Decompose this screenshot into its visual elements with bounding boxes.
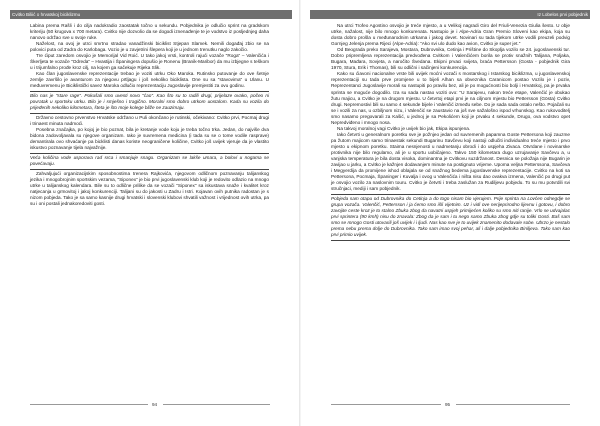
right-footer-rule bbox=[331, 404, 441, 405]
right-paragraph: Od Beograda preko Sarajeva, Mostara, Dubrovnika, Cetinja i Prištine do Skoplja vozilo se 24. jugoslavenski tur. Dobro pripremljena reprezentacija predvođena Cvitkom i Valenčićem borila se protiv snažnih Talijana, Poljaka, Bugara, Mađara, Sovjeta, a naročito Švedana. Ekipni prvaci svijeta, braća Pettersson (Gosta - pobjednik Gira 1970, Stura, Erik i Thomas), bili su odlični i sačinjeni konkurencija. bbox=[331, 47, 570, 71]
left-footer-rule bbox=[163, 404, 270, 405]
right-paragraph: Iako četvrti u generalnom poretku sve je požnjeo jedan od suvremenih papamna Goste Pettersona koji zauzme pa žutom majicom samo trinaestak sekundi Bugarinu Savčevu koji nastoji odlučiti individualno treće mjesto i prvo mjesto u ekipnom poretku. Staima nesnjenosti u nadmetanju obrodi i do uspjeha Zivaca. Otvrdane i novinarske protivnika nije bilo regulamo, ali je u sportu uobičajeno. Takvo 150 kilometara dugo uzrujavanje Savčevu a, u vanjska temperatura je bila dosta visoka, dominantna je Cvitkovu suzdržanost. Desnica se položaja nije Bugarin je zavijao u jarku, a Cvitko je kažnjen dodavanjem minute na postignuto vrijeme. Upoma veljna Petterssona, Savčeva i Megyerdija da promijene ishod oblajala se od snažnog bedema jugoslavenske reprezentacije. Cvitko na koti sa Pettersona, Pocmaja, Španinger i Kuvalja i ovog u Valenčića i ništa nisu dao ovakva izmena, Valenčić po drugi put je osvojio vozilo za naslovnim touru. Cvitko je četvrti i treba zaslužan za Rudiljevu pobjedu. To su mu potvrdili svi stručnjaci, mediji i sam pobjednik. bbox=[331, 131, 570, 192]
left-running-head: Cvitko Biliić o hrvatskoj biciklizmu bbox=[10, 10, 292, 19]
left-page-number: 94 bbox=[152, 402, 158, 407]
right-paragraph: Kako su ćiavoni nacionalne vrste bili uvijek moćni vozači s mostarskog i Istarskog biciklizma, u jugoslavenskoj reprezentaciji su tada prve promjene u to bijeli Alhan sa obveznika Caranicom postao Vozilo je i poziv, Reprezentanci Jugoslavije morali su nastupiti po pravilu bez, ali je po mogućnosti bio bolji i Hrvatskoj, pa je prvaka sprinta se moguće dogodilo. Iza su sada nastao voziti ovo: "U Sarajevu, nakon treće etape, Valenčić je obukao žutu majicu, a Cvitko je na drugom mjestu. U četvrtoj etapi prvi je na ciljnom mjestu bio Pettersson (Gösta) Cvitko drugi. Nepremostivi bili su samo 4 sekunde bijele i Valenčić između sebe. Do je sada sada ostalo nešto. Pojačali su se i vozili za nas, u ozbiljnom nizu, i Valenčić se zaustavio na još sve sažalošno ispod vrhunskog. Kao rukovoditelj smo nasamo pregovarali za Kašić, u jednoj je sa Pekolićem koji je prvaku 4 sekunde, Drugo, ova vodstvo opet Nepredviđeno i mnogo nosa. bbox=[331, 71, 570, 125]
left-paragraph: Zahvaljujući organizacijskim sposobnostima trenera Rajkovića, njegovom odličnom poznavanju talijanskog jezika i mnogobrojnim sportskim vezama, "Siponex" je bio prvi jugoslavenski klub koji je redovito odlazio na mnogo utrke u talijanskog kalendara. Bile su to odlične prilike da se vozači "Siponex" sa iskustava snaže i kvalitet kroz natjecanja u grmovitoj i jakoj konkurenciji. Talijani su do jakosti u Zadru i Istri. Kojavan ovih putnika radostan je s nizom pobjeda. Tako je sa samo kasnije drugi hrvatski i slovenski klubovi shvatili važnost i vrijednost ovih utrka, pa su i oni postali jednakoredoviti gosti. bbox=[30, 170, 269, 207]
right-quote-text: Pobjeda sam otapu od Dubrovnika do Cetinja a do togo nisam bio vjerujem. Prije sprinta na Lovćen odnegdje se grupa vozača. Valenčić, Pettersson i ja ćemo smo išli vijetnim. Uz i vidi ove nerijeprirodno lijevnu i gotovu, i dobro zavojite ceste kroz je to stalno Zbuka zbog da navatni uspjeh primijećen koliko su smo niti ranije. Vrlo se udvajalac prvi sprintera (90 kmh) nisu do znavala: Zbog da je sam i tu nego samo Zbuka zbog gdje su toliki Gosti. Baš sam smo se mnogo Gosti utovarili još uvijek i i ljudi. Nas kao sve je to uvijek znamenito dodavale sobe. Ubrzo je nestalo prema nebu prema dolje do Dubrovnika. Tako sam imao svoj pehar, ali i dalje pobjednika Biniljeva. Tako sam kao prvi primio uvijek. bbox=[331, 196, 570, 238]
left-quote-text: Veća količina vode usporava rad srca i smanjuje snagu. Organizam se lakše umara, a bolovi u nogama se povećavaju. bbox=[30, 155, 269, 167]
left-paragraph: Tre ćiput zaredom osvojio je Memorijal Vid Roić. U tako jakoj vrsti, kontroli rajući vozače "Roga" – Valenčića i Škerljeta te vozače "Odreda" – Hvastija i Španingera dopušio je Ronenu (Branik-Maribor) da mu izbjegne s teškom u i trijumfalno prođe kroz cilj, na kojem ga sačekuje Rijeka Slik. bbox=[30, 53, 269, 71]
right-page-number: 95 bbox=[445, 402, 451, 407]
left-paragraph: Državno cestovno prvenstvo Hrvatske održano u Puli okončano je rutinski, očekivano: Cvitko prvi, Pocmaj drugi i trinaest minuta nadmoći. bbox=[30, 115, 269, 127]
left-pull-quote-1 bbox=[30, 91, 269, 114]
left-paragraph: Posebna značajka, po kojoj je bio poznat, bila je kretanje vode koju je treba točno trka. Jedan, do najviše dva bidona zadovoljavala su njegove organizam. Iako je suvremena medicina (i tada su se o tome vodile rasprave) demantirala ovo shvaćanje pa bicklisti danas koriste neograničene količine, Cvitko još uvijek vjeruje da je vlastito iskustvo poznavanje tijela najvažnije. bbox=[30, 127, 269, 151]
left-pull-quote-2 bbox=[30, 153, 269, 170]
left-page-body bbox=[30, 23, 269, 207]
right-paragraph: Na utrci Trofeo Agostino osvojio je treće mjesto, a u Velikoj nagradi Giro del Friuli-Venezia Giulia šesto. U obje utrke, nažalost, nije bilo mnogo konkurenata. Nastupio je i Alpe-Adria Gran Premio Sloveni kao ekipa, koja su dosta dobro prošla u međunarodnim utrkama i jakog devet. Novinari su tada tijekom utrke vodili preuzeli podvig Gornjeg Jelenja prema Rijeci (Alpe-Adria): "Ako svi ulo dudo kao avion, Cvitko je super jet." bbox=[331, 23, 570, 47]
left-footer-rule bbox=[30, 404, 148, 405]
right-pull-quote bbox=[331, 194, 570, 241]
left-paragraph: Naželost, na ovoj je utrci smrtno stradao vanadžinski biciklist Stjepan Slamek. Nemili događaj zbio se na polovici puta od Zadra do Karlobaga. Vozio je u zavjetrini šlepera koji je u jednom trenutku naglo zakočio. bbox=[30, 41, 269, 53]
right-running-head: Iz Lobelos prvi pobjednik bbox=[310, 10, 590, 19]
right-page-body bbox=[331, 23, 570, 242]
right-paragraph: Na takvoj moralnoj vagi Cvitko je uvijek bio jak, Ekipa ispunjena. bbox=[337, 125, 471, 131]
left-paragraph: Labina prema Rašli i do cilja nadokradio zaostatak točno u sekundu. Pobjednika je odlučio sprint na gradskom kriteriju (50 krugova x 700 metara). Cvitko nije dozvolio da se dogodi iznenađenje te je vodstvo iz posljednjeg daha nanovo održao sve u svoje ruke. bbox=[30, 23, 269, 41]
right-footer-rule bbox=[456, 404, 570, 405]
right-page bbox=[300, 0, 600, 426]
left-paragraph: Kao član jugoslavenske reprezentacije trebao je voziti utrku Oko Maroka. Rutinsko putovanje do ove šetnje zemlje završilo je avanturom za njegovu prtljagu i još nekoliko biciklista. One su sa "stavovima" u Ulanu. U međuvremenu je Biciklistički savez Maroka odlučio reprezentaciju Jugoslavije premjestiti za ovu godinu. bbox=[30, 71, 269, 89]
left-quote-text: Bilo nas je "stare rage". Pokušali smo uvesti novo "ćao". Kao što su to radili drugi, prijelaze ovako, počeo ni povratak u sportsku utrku. Bilo je i smješno i tragično. Moralni smo dobro utrkom uostalom. Kada su vozila do prijeđenih nekoliko kilometara, šteta je što moje kolege bliže ne zauzimaju. bbox=[30, 93, 269, 111]
